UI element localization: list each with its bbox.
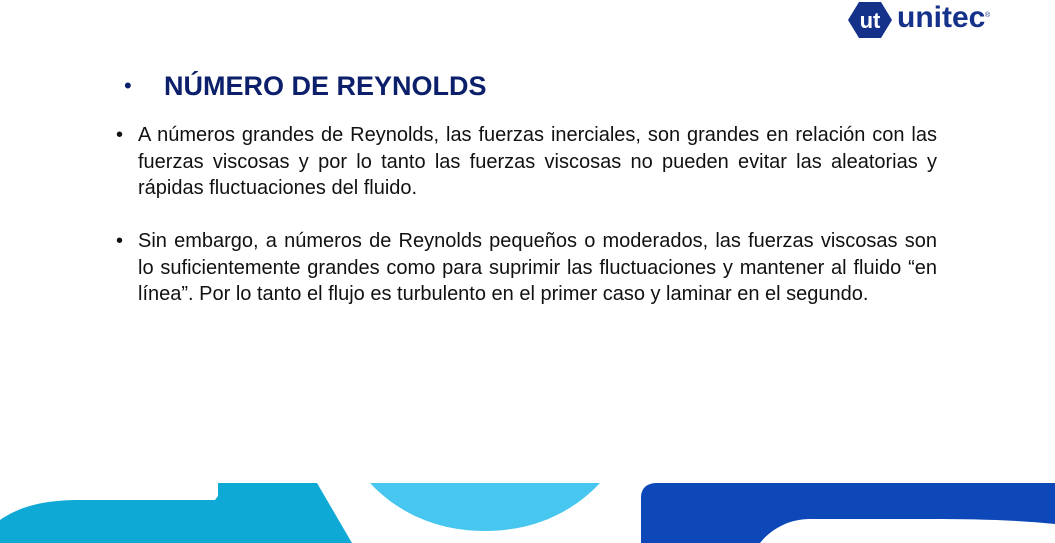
logo-mark-text: ut — [859, 8, 881, 33]
footer-decoration — [0, 480, 1055, 543]
slide-title: NÚMERO DE REYNOLDS — [164, 71, 487, 101]
paragraph-text-2: Sin embargo, a números de Reynolds pequeños o moderados, las fuerzas viscosas son lo suficientemente grandes como para suprimir las fluctuaciones y mantener al fluido “en línea”. Por lo tanto el flujo es turbulento en el primer caso y laminar en el segundo. — [138, 230, 937, 305]
paragraph-text-1: A números grandes de Reynolds, las fuerzas inerciales, son grandes en relación con las fuerzas viscosas y por lo tanto las fuerzas viscosas no pueden evitar las aleatorias y rápidas fluctuaciones del fluido. — [138, 124, 937, 199]
bullet-marker: • — [116, 124, 124, 146]
title-bullet: • — [124, 73, 132, 98]
blue-block-shape — [641, 483, 1055, 543]
light-cyan-arc-shape — [370, 483, 600, 531]
unitec-logo-mark-icon — [848, 0, 892, 40]
logo-wordmark: unitec — [897, 1, 986, 34]
logo-registered-mark: ® — [985, 12, 991, 19]
cyan-wave-shape — [0, 483, 352, 543]
unitec-logo — [848, 0, 998, 40]
bullet-marker: • — [116, 230, 124, 252]
